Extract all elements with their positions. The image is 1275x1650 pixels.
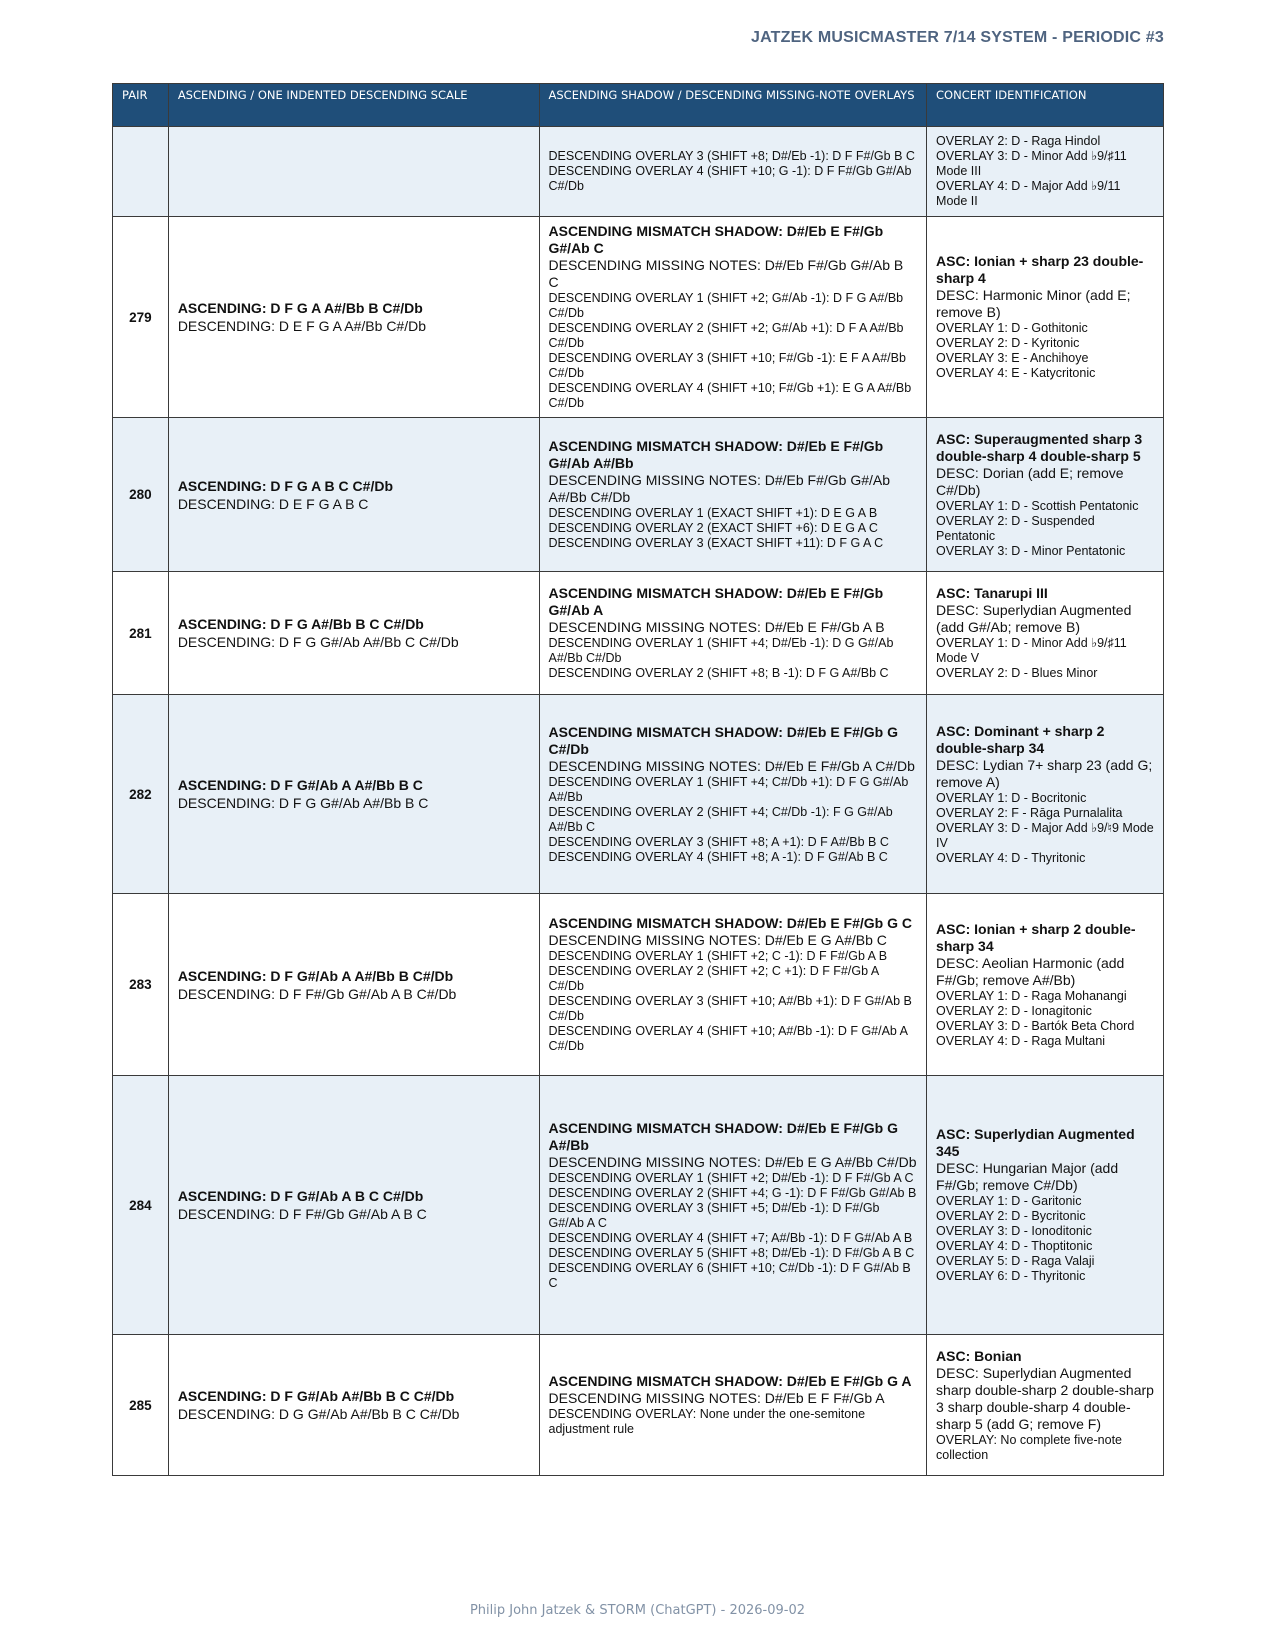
ascending-scale: ASCENDING: D F G A B C C#/Db: [177, 477, 394, 494]
missing-notes: DESCENDING MISSING NOTES: D#/Eb E F#/Gb A C#/Db: [548, 757, 915, 774]
column-header-scale: ASCENDING / ONE INDENTED DESCENDING SCALE: [168, 84, 539, 127]
concert-cell: [927, 572, 1164, 695]
mismatch-shadow: ASCENDING MISMATCH SHADOW: D#/Eb E F#/Gb G A#/Bb: [548, 1119, 898, 1153]
descending-overlay: DESCENDING OVERLAY 5 (SHIFT +8; D#/Eb -1): D F#/Gb A B C: [548, 1245, 915, 1260]
missing-notes: DESCENDING MISSING NOTES: D#/Eb E G A#/Bb C: [548, 932, 887, 948]
ascending-scale: ASCENDING: D F G A#/Bb B C C#/Db: [177, 616, 424, 632]
column-header-shadow: ASCENDING SHADOW / DESCENDING MISSING-NOTE OVERLAYS: [539, 84, 927, 127]
shadow-cell: [539, 1335, 927, 1476]
scale-table: [112, 83, 1164, 1476]
overlay-identification: OVERLAY 1: D - Minor Add ♭9/♯11 Mode V: [936, 636, 1127, 665]
asc-identification: ASC: Superaugmented sharp 3 double-sharp 4 double-sharp 5: [936, 430, 1143, 464]
desc-identification: DESC: Lydian 7+ sharp 23 (add G; remove A): [936, 756, 1153, 790]
shadow-cell: [539, 127, 927, 217]
missing-notes: DESCENDING MISSING NOTES: D#/Eb F#/Gb G#/Ab A#/Bb C#/Db: [548, 472, 891, 505]
overlay-identification: OVERLAY 6: D - Thyritonic: [936, 1269, 1086, 1283]
concert-cell: [927, 1335, 1164, 1476]
descending-overlay: DESCENDING OVERLAY 4 (SHIFT +7; A#/Bb -1): D F G#/Ab A B: [548, 1230, 913, 1245]
overlay-identification: OVERLAY 2: D - Blues Minor: [936, 666, 1098, 680]
pair-number: 282: [113, 695, 169, 894]
overlay-identification: OVERLAY 3: D - Major Add ♭9/♮9 Mode IV: [936, 820, 1154, 850]
overlay-identification: OVERLAY 2: F - Rāga Purnalalita: [936, 805, 1123, 820]
scale-cell: [168, 418, 539, 572]
ascending-scale: ASCENDING: D F G#/Ab A#/Bb B C C#/Db: [177, 1388, 455, 1404]
ascending-scale: ASCENDING: D F G#/Ab A A#/Bb B C: [177, 777, 423, 793]
scale-cell: [168, 1335, 539, 1476]
overlay-identification: OVERLAY 4: D - Thoptitonic: [936, 1239, 1093, 1253]
descending-overlay: DESCENDING OVERLAY 1 (SHIFT +4; D#/Eb -1): D G G#/Ab A#/Bb C#/Db: [548, 636, 894, 665]
mismatch-shadow: ASCENDING MISMATCH SHADOW: D#/Eb E F#/Gb G C: [548, 915, 912, 931]
shadow-cell: [539, 1076, 927, 1335]
pair-number: [113, 127, 169, 217]
mismatch-shadow: ASCENDING MISMATCH SHADOW: D#/Eb E F#/Gb G#/Ab A#/Bb: [548, 438, 884, 471]
descending-overlay: DESCENDING OVERLAY 1 (SHIFT +2; C -1): D F F#/Gb A B: [548, 949, 888, 963]
descending-overlay: DESCENDING OVERLAY 1 (SHIFT +2; D#/Eb -1): D F F#/Gb A C: [548, 1170, 914, 1185]
descending-overlay: DESCENDING OVERLAY 4 (SHIFT +10; A#/Bb -1): D F G#/Ab A C#/Db: [548, 1024, 908, 1053]
scale-cell: [168, 1076, 539, 1335]
scale-cell: [168, 217, 539, 418]
overlay-identification: OVERLAY 1: D - Scottish Pentatonic: [936, 498, 1139, 513]
descending-overlay: DESCENDING OVERLAY 4 (SHIFT +10; G -1): D F F#/Gb G#/Ab C#/Db: [548, 164, 912, 193]
descending-overlay: DESCENDING OVERLAY 3 (SHIFT +10; F#/Gb -1): E F A A#/Bb C#/Db: [548, 351, 906, 380]
mismatch-shadow: ASCENDING MISMATCH SHADOW: D#/Eb E F#/Gb G A: [548, 1373, 912, 1389]
descending-overlay: DESCENDING OVERLAY 2 (SHIFT +2; C +1): D F F#/Gb A C#/Db: [548, 964, 879, 993]
overlay-identification: OVERLAY 2: D - Raga Hindol: [936, 134, 1101, 148]
desc-identification: DESC: Harmonic Minor (add E; remove B): [936, 287, 1131, 320]
desc-identification: DESC: Superlydian Augmented sharp double-sharp 2 double-sharp 3 sharp double-sharp 4 double-sharp 5 (add G; remove F): [936, 1364, 1154, 1432]
desc-identification: DESC: Dorian (add E; remove C#/Db): [936, 464, 1124, 498]
concert-cell: [927, 127, 1164, 217]
ascending-scale: ASCENDING: D F G#/Ab A A#/Bb B C#/Db: [177, 967, 454, 984]
overlay-identification: OVERLAY 2: D - Suspended Pentatonic: [936, 513, 1095, 543]
overlay-identification: OVERLAY 4: D - Raga Multani: [936, 1033, 1106, 1048]
descending-scale: DESCENDING: D F F#/Gb G#/Ab A B C#/Db: [177, 985, 457, 1002]
pair-number: 283: [113, 894, 169, 1076]
missing-notes: DESCENDING MISSING NOTES: D#/Eb E F#/Gb A B: [548, 619, 885, 635]
scale-cell: [168, 894, 539, 1076]
overlay-identification: OVERLAY 2: D - Ionagitonic: [936, 1003, 1092, 1018]
pair-number: 279: [113, 217, 169, 418]
descending-overlay: DESCENDING OVERLAY 4 (SHIFT +8; A -1): D F G#/Ab B C: [548, 849, 888, 864]
overlay-identification: OVERLAY 4: E - Katycritonic: [936, 366, 1096, 380]
concert-cell: [927, 1076, 1164, 1335]
ascending-scale: ASCENDING: D F G#/Ab A B C C#/Db: [177, 1188, 424, 1204]
descending-overlay: DESCENDING OVERLAY 2 (SHIFT +8; B -1): D F G A#/Bb C: [548, 666, 889, 680]
descending-scale: DESCENDING: D F G G#/Ab A#/Bb C C#/Db: [177, 634, 459, 650]
asc-identification: ASC: Bonian: [936, 1347, 1022, 1364]
descending-overlay: DESCENDING OVERLAY 3 (SHIFT +8; A +1): D F A#/Bb B C: [548, 834, 889, 849]
column-header-pair: PAIR: [113, 84, 169, 127]
descending-overlay: DESCENDING OVERLAY 2 (EXACT SHIFT +6): D E G A C: [548, 521, 878, 535]
pair-number: 280: [113, 418, 169, 572]
table-row: [113, 418, 1164, 572]
descending-overlay: DESCENDING OVERLAY 3 (EXACT SHIFT +11): D F G A C: [548, 536, 884, 550]
descending-scale: DESCENDING: D F G G#/Ab A#/Bb B C: [177, 795, 429, 811]
descending-scale: DESCENDING: D E F G A B C: [177, 495, 369, 512]
asc-identification: ASC: Tanarupi III: [936, 585, 1048, 601]
shadow-cell: [539, 695, 927, 894]
descending-scale: DESCENDING: D G G#/Ab A#/Bb B C C#/Db: [177, 1406, 460, 1422]
shadow-cell: [539, 418, 927, 572]
shadow-cell: [539, 572, 927, 695]
concert-cell: [927, 418, 1164, 572]
descending-overlay: DESCENDING OVERLAY 6 (SHIFT +10; C#/Db -1): D F G#/Ab B C: [548, 1260, 911, 1290]
shadow-cell: [539, 217, 927, 418]
table-row: [113, 217, 1164, 418]
table-row: [113, 894, 1164, 1076]
descending-overlay: DESCENDING OVERLAY 2 (SHIFT +2; G#/Ab +1): D F A A#/Bb C#/Db: [548, 321, 904, 350]
mismatch-shadow: ASCENDING MISMATCH SHADOW: D#/Eb E F#/Gb G#/Ab A: [548, 585, 884, 618]
mismatch-shadow: ASCENDING MISMATCH SHADOW: D#/Eb E F#/Gb G C#/Db: [548, 723, 898, 757]
mismatch-shadow: ASCENDING MISMATCH SHADOW: D#/Eb E F#/Gb G#/Ab C: [548, 223, 884, 256]
asc-identification: ASC: Dominant + sharp 2 double-sharp 34: [936, 722, 1105, 756]
overlay-identification: OVERLAY 5: D - Raga Valaji: [936, 1254, 1095, 1268]
descending-scale: DESCENDING: D F F#/Gb G#/Ab A B C: [177, 1206, 427, 1222]
overlay-identification: OVERLAY 4: D - Major Add ♭9/11 Mode II: [936, 179, 1121, 208]
desc-identification: DESC: Hungarian Major (add F#/Gb; remove C#/Db): [936, 1160, 1119, 1193]
overlay-identification: OVERLAY 4: D - Thyritonic: [936, 850, 1086, 865]
missing-notes: DESCENDING MISSING NOTES: D#/Eb F#/Gb G#/Ab B C: [548, 257, 904, 290]
scale-cell: [168, 127, 539, 217]
concert-cell: [927, 217, 1164, 418]
missing-notes: DESCENDING MISSING NOTES: D#/Eb E G A#/Bb C#/Db: [548, 1153, 917, 1170]
overlay-identification: OVERLAY: No complete five-note collection: [936, 1432, 1122, 1462]
descending-overlay: DESCENDING OVERLAY 3 (SHIFT +5; D#/Eb -1): D F#/Gb G#/Ab A C: [548, 1200, 880, 1230]
descending-overlay: DESCENDING OVERLAY 2 (SHIFT +4; C#/Db -1): F G G#/Ab A#/Bb C: [548, 804, 893, 834]
table-row: [113, 1335, 1164, 1476]
table-row: [113, 695, 1164, 894]
overlay-identification: OVERLAY 2: D - Kyritonic: [936, 336, 1080, 350]
overlay-identification: OVERLAY 2: D - Bycritonic: [936, 1209, 1086, 1223]
concert-cell: [927, 695, 1164, 894]
table-row: [113, 127, 1164, 217]
descending-overlay: DESCENDING OVERLAY: None under the one-semitone adjustment rule: [548, 1407, 866, 1436]
shadow-cell: [539, 894, 927, 1076]
page-footer: Philip John Jatzek & STORM (ChatGPT) - 2026-09-02: [469, 1603, 806, 1618]
pair-number: 285: [113, 1335, 169, 1476]
descending-overlay: DESCENDING OVERLAY 3 (SHIFT +8; D#/Eb -1): D F F#/Gb B C: [548, 149, 915, 163]
asc-identification: ASC: Ionian + sharp 23 double-sharp 4: [936, 253, 1144, 286]
desc-identification: DESC: Superlydian Augmented (add G#/Ab; remove B): [936, 602, 1132, 635]
pair-number: 281: [113, 572, 169, 695]
descending-overlay: DESCENDING OVERLAY 1 (EXACT SHIFT +1): D E G A B: [548, 506, 878, 520]
overlay-identification: OVERLAY 3: E - Anchihoye: [936, 351, 1089, 365]
page-title: JATZEK MUSICMASTER 7/14 SYSTEM - PERIODIC #3: [750, 29, 1164, 46]
overlay-identification: OVERLAY 1: D - Garitonic: [936, 1194, 1082, 1208]
overlay-identification: OVERLAY 1: D - Bocritonic: [936, 790, 1087, 805]
descending-overlay: DESCENDING OVERLAY 3 (SHIFT +10; A#/Bb +1): D F G#/Ab B C#/Db: [548, 994, 912, 1023]
overlay-identification: OVERLAY 3: D - Minor Add ♭9/♯11 Mode III: [936, 149, 1127, 178]
asc-identification: ASC: Superlydian Augmented 345: [936, 1126, 1135, 1159]
scale-cell: [168, 572, 539, 695]
missing-notes: DESCENDING MISSING NOTES: D#/Eb E F F#/Gb A: [548, 1390, 885, 1406]
descending-overlay: DESCENDING OVERLAY 1 (SHIFT +2; G#/Ab -1): D F G A#/Bb C#/Db: [548, 291, 904, 320]
ascending-scale: ASCENDING: D F G A A#/Bb B C#/Db: [177, 300, 423, 316]
overlay-identification: OVERLAY 1: D - Gothitonic: [936, 321, 1088, 335]
descending-overlay: DESCENDING OVERLAY 2 (SHIFT +4; G -1): D F F#/Gb G#/Ab B: [548, 1185, 917, 1200]
overlay-identification: OVERLAY 1: D - Raga Mohanangi: [936, 988, 1127, 1003]
overlay-identification: OVERLAY 3: D - Ionoditonic: [936, 1224, 1092, 1238]
overlay-identification: OVERLAY 3: D - Bartók Beta Chord: [936, 1018, 1135, 1033]
desc-identification: DESC: Aeolian Harmonic (add F#/Gb; remove A#/Bb): [936, 954, 1125, 988]
overlay-identification: OVERLAY 3: D - Minor Pentatonic: [936, 543, 1126, 558]
pair-number: 284: [113, 1076, 169, 1335]
concert-cell: [927, 894, 1164, 1076]
table-row: [113, 572, 1164, 695]
scale-cell: [168, 695, 539, 894]
descending-overlay: DESCENDING OVERLAY 1 (SHIFT +4; C#/Db +1): D F G G#/Ab A#/Bb: [548, 774, 909, 804]
table-row: [113, 1076, 1164, 1335]
asc-identification: ASC: Ionian + sharp 2 double-sharp 34: [936, 920, 1136, 954]
descending-overlay: DESCENDING OVERLAY 4 (SHIFT +10; F#/Gb +1): E G A A#/Bb C#/Db: [548, 381, 912, 410]
column-header-concert: CONCERT IDENTIFICATION: [927, 84, 1164, 127]
descending-scale: DESCENDING: D E F G A A#/Bb C#/Db: [177, 318, 427, 334]
table-header-row: [113, 84, 1164, 127]
